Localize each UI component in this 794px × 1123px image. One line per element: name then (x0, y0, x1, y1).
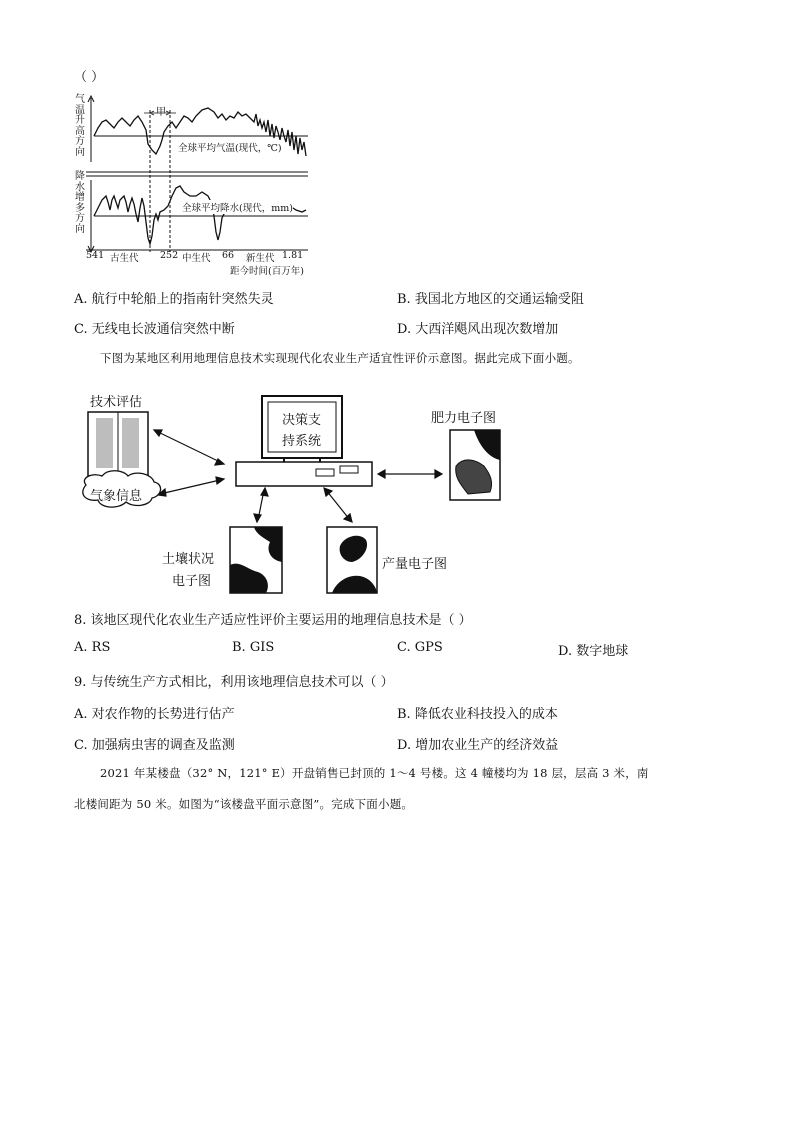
chart-axes (86, 96, 308, 252)
label-weather: 气象信息 (90, 489, 143, 504)
label-yield-map: 产量电子图 (382, 557, 448, 572)
precip-line-label: 全球平均降水(现代，mm) (182, 200, 293, 214)
soil-map-icon (230, 527, 282, 593)
chart-ylabel-temperature: 气 温 升 高 方 向 (75, 94, 85, 158)
q9-option-a[interactable]: A. 对农作物的长势进行估产 (74, 707, 235, 722)
fertility-map-icon (450, 430, 500, 500)
q8-option-c[interactable]: C. GPS (397, 640, 443, 655)
label-soil-2: 电子图 (172, 574, 212, 589)
tick-252: 252 (160, 250, 179, 261)
label-tech-eval: 技术评估 (90, 395, 143, 410)
tick-66: 66 (222, 250, 235, 261)
label-soil-1: 土壤状况 (162, 552, 215, 567)
era-mesozoic: 中生代 (182, 253, 211, 264)
precipitation-curve (94, 186, 306, 244)
yield-map-icon (327, 527, 377, 593)
label-dss-2: 持系统 (282, 434, 322, 449)
chart-xlabel: 距今时间(百万年) (230, 266, 304, 277)
era-paleozoic: 古生代 (110, 253, 139, 264)
q8-option-b[interactable]: B. GIS (232, 640, 275, 655)
label-dss-1: 决策支 (282, 413, 322, 428)
q7-option-d[interactable]: D. 大西洋飓风出现次数增加 (397, 322, 559, 337)
tech-eval-book-icon (88, 412, 148, 476)
q7-option-b[interactable]: B. 我国北方地区的交通运输受阻 (397, 292, 584, 307)
q8-stem: 8. 该地区现代化农业生产适应性评价主要运用的地理信息技术是（ ） (74, 613, 472, 628)
intro-paragraph-gis: 下图为某地区利用地理信息技术实现现代化农业生产适宜性评价示意图。据此完成下面小题。 (100, 351, 580, 365)
q9-option-b[interactable]: B. 降低农业科技投入的成本 (397, 707, 558, 722)
q9-option-c[interactable]: C. 加强病虫害的调查及监测 (74, 738, 235, 753)
chart-ylabel-precipitation: 降 水 增 多 方 向 (75, 171, 85, 235)
intro-paragraph-building-1: 2021 年某楼盘（32° N，121° E）开盘销售已封顶的 1～4 号楼。这 4 幢楼均为 18 层，层高 3 米，南 (100, 766, 649, 780)
era-cenozoic: 新生代 (246, 253, 275, 264)
computer-monitor-icon (262, 396, 342, 462)
q7-option-a[interactable]: A. 航行中轮船上的指南针突然失灵 (74, 292, 274, 307)
question-answer-bracket: （ ） (74, 70, 105, 85)
temp-line-label: 全球平均气温(现代，℃) (178, 140, 282, 154)
tick-1-81: 1.81 (282, 250, 304, 261)
q9-stem: 9. 与传统生产方式相比，利用该地理信息技术可以（ ） (74, 675, 394, 690)
label-fertility-map: 肥力电子图 (431, 411, 497, 426)
computer-case-icon (236, 462, 372, 486)
q7-option-c[interactable]: C. 无线电长波通信突然中断 (74, 322, 235, 337)
q9-option-d[interactable]: D. 增加农业生产的经济效益 (397, 738, 559, 753)
q8-option-d[interactable]: D. 数字地球 (558, 644, 629, 659)
marker-jia-label: 甲 (156, 107, 166, 118)
tick-541: 541 (86, 250, 105, 261)
intro-paragraph-building-2: 北楼间距为 50 米。如图为“该楼盘平面示意图”。完成下面小题。 (74, 797, 414, 811)
q8-option-a[interactable]: A. RS (74, 640, 111, 655)
